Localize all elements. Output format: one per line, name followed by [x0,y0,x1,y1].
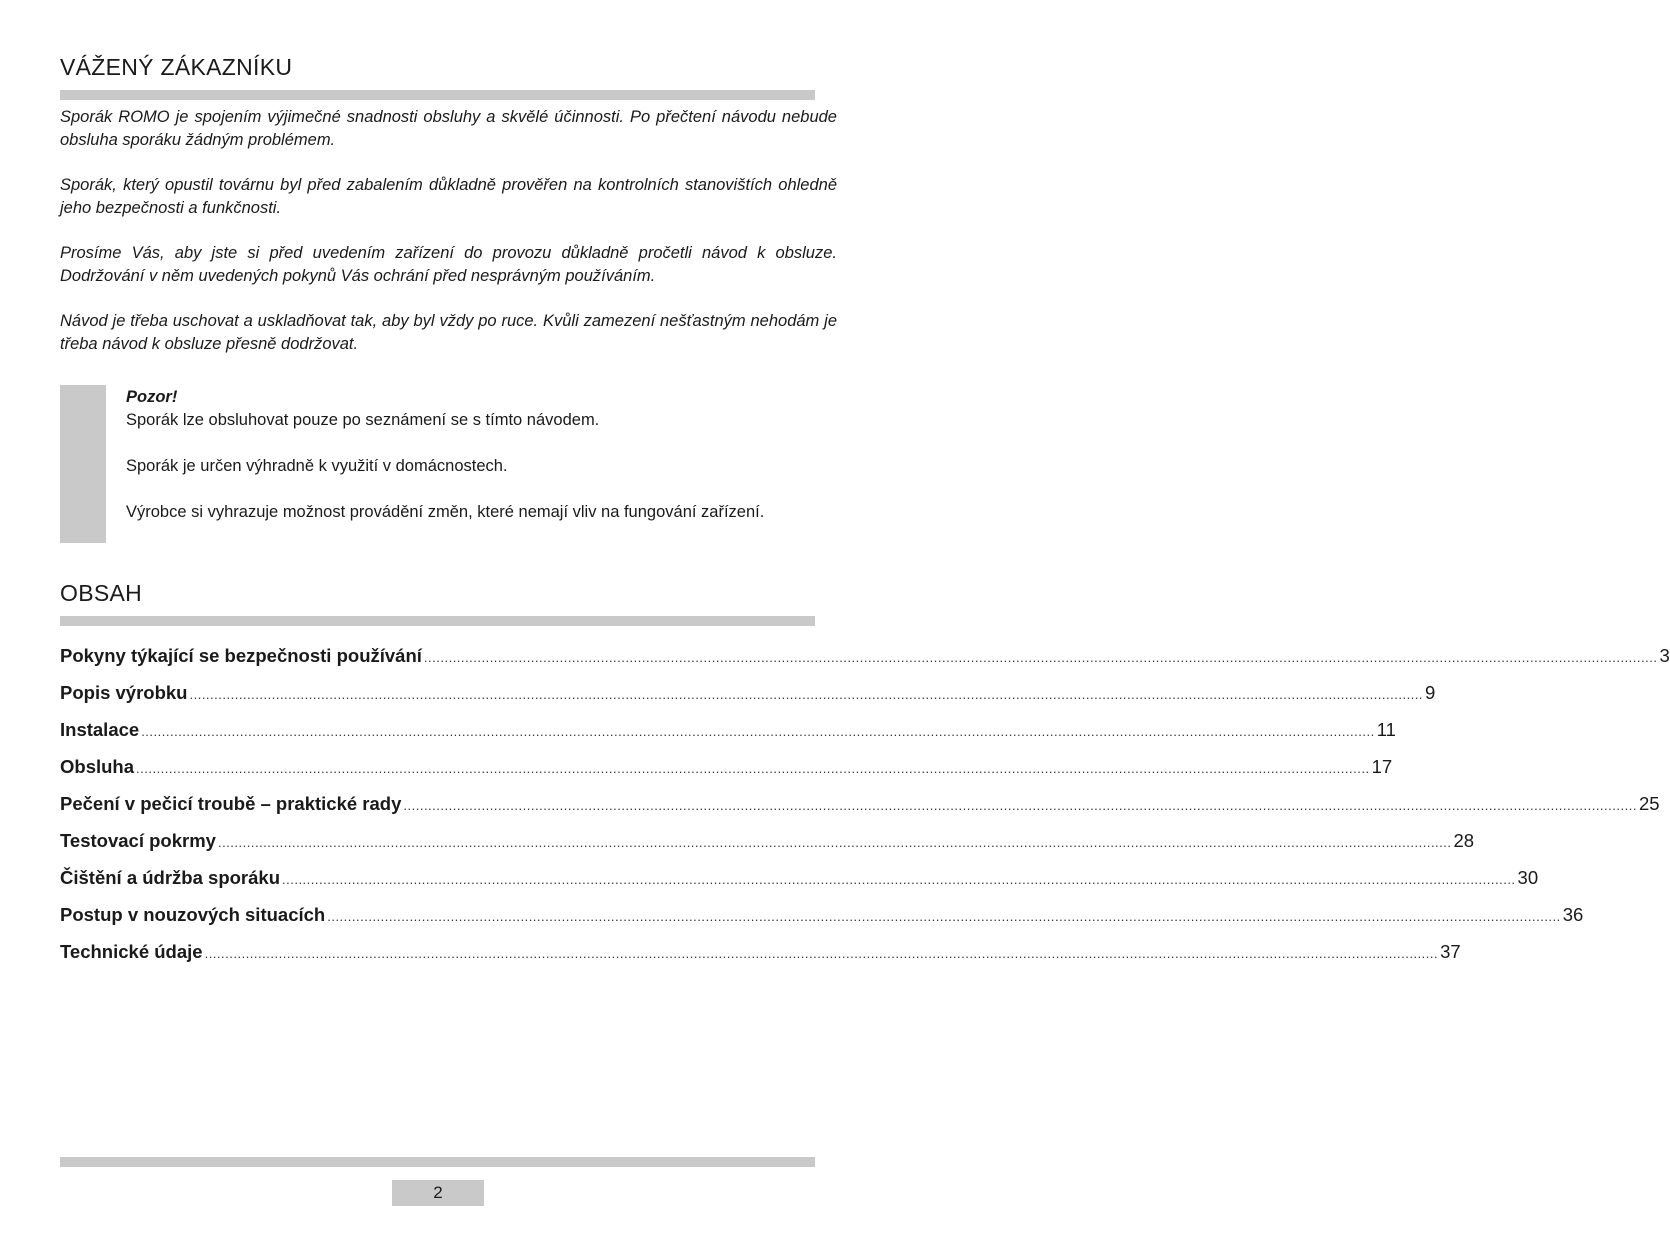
toc-entry[interactable] [60,941,1461,978]
toc-leader-dots: ............................................................................................................................................................................................................................................................................................................ [189,687,1424,702]
toc-entry[interactable] [60,645,1670,682]
toc-entry[interactable] [60,682,1436,719]
toc-entry[interactable] [60,719,1396,756]
intro-paragraph: Sporák, který opustil továrnu byl před zabalením důkladně prověřen na kontrolních stanovištích ohledně jeho bezpečnosti a funkčnosti. [60,176,837,217]
intro-text [60,106,837,378]
toc-entry-page: 25 [1638,793,1660,814]
contents-rule [60,616,815,626]
notice-marker-bar [60,385,106,543]
footer-rule [60,1157,815,1167]
toc-entry-title: Čištění a údržba sporáku [60,867,280,888]
intro-paragraph: Návod je třeba uschovat a uskladňovat tak, aby byl vždy po ruce. Kvůli zamezení nešťastným nehodám je třeba návod k obsluze přesně dodržovat. [60,312,837,353]
toc-entry-title: Testovací pokrmy [60,830,216,851]
notice-box [126,386,796,547]
toc-entry-title: Popis výrobku [60,682,188,703]
intro-paragraph: Prosíme Vás, aby jste si před uvedením zařízení do provozu důkladně pročetli návod k obsluze. Dodržování v něm uvedených pokynů Vás ochrání před nesprávným používáním. [60,244,837,285]
notice-line: Sporák je určen výhradně k využití v domácnostech. [126,457,508,475]
toc-entry[interactable] [60,756,1393,793]
toc-entry-title: Obsluha [60,756,135,777]
toc-entry[interactable] [60,904,1584,941]
intro-paragraph: Sporák ROMO je spojením výjimečné snadnosti obsluhy a skvělé účinnosti. Po přečtení návodu nebude obsluha sporáku žádným problémem. [60,108,837,149]
toc-leader-dots: ............................................................................................................................................................................................................................................................................................................ [204,946,1439,961]
toc-entry-page: 30 [1517,867,1539,888]
toc-leader-dots: ............................................................................................................................................................................................................................................................................................................ [327,909,1561,924]
greeting-heading: VÁŽENÝ ZÁKAZNÍKU [60,54,293,80]
toc-entry-title: Pokyny týkající se bezpečnosti používání [60,645,422,666]
toc-leader-dots: ............................................................................................................................................................................................................................................................................................................ [403,798,1637,813]
toc-leader-dots: ............................................................................................................................................................................................................................................................................................................ [282,872,1516,887]
toc-entry[interactable] [60,830,1475,867]
toc-leader-dots: ............................................................................................................................................................................................................................................................................................................ [217,835,1452,850]
toc-entry-title: Instalace [60,719,140,740]
toc-leader-dots: ............................................................................................................................................................................................................................................................................................................ [423,650,1658,665]
toc-entry-title: Postup v nouzových situacích [60,904,326,925]
toc-entry-page: 17 [1371,756,1393,777]
toc-entry-title: Technické údaje [60,941,203,962]
notice-line: Sporák lze obsluhovat pouze po seznámení se s tímto návodem. [126,411,600,429]
toc-entry-page: 3 [1659,645,1670,666]
toc-entry-title: Pečení v pečicí troubě – praktické rady [60,793,402,814]
toc-entry-page: 11 [1376,719,1396,740]
toc-entry-page: 36 [1562,904,1584,925]
toc-entry-page: 9 [1425,682,1436,703]
table-of-contents [60,645,1670,978]
contents-heading: OBSAH [60,580,143,606]
notice-title: Pozor! [126,388,178,406]
page-number: 2 [392,1180,484,1206]
notice-line: Výrobce si vyhrazuje možnost provádění změn, které nemají vliv na fungování zařízení. [126,503,765,521]
toc-entry[interactable] [60,793,1660,830]
toc-leader-dots: ............................................................................................................................................................................................................................................................................................................ [136,761,1370,776]
toc-entry-page: 37 [1440,941,1461,962]
toc-leader-dots: ............................................................................................................................................................................................................................................................................................................ [141,724,1375,739]
toc-entry[interactable] [60,867,1539,904]
heading-rule [60,90,815,100]
toc-entry-page: 28 [1453,830,1475,851]
